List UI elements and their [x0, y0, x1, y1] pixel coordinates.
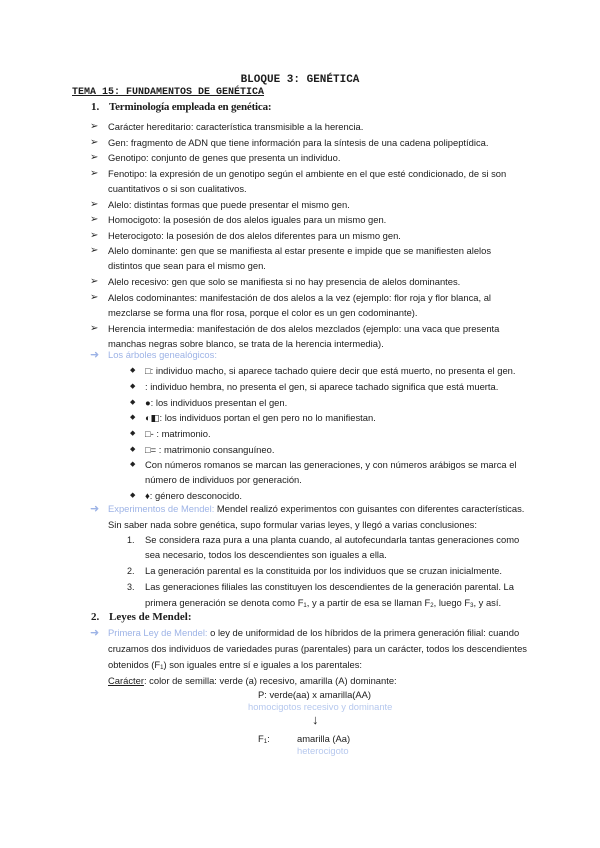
first-law-line3 — [108, 659, 362, 671]
character-line — [108, 675, 397, 687]
point-number: 3. — [127, 582, 135, 592]
term-item-line: Alelo recesivo: gen que solo se manifiesta si no hay presencia de alelos dominantes. — [108, 276, 461, 287]
tree-item-line: : individuo hembra, no presenta el gen, si aparece tachado significa que está muerta. — [145, 381, 499, 392]
arrow-bullet-icon: ➢ — [90, 245, 99, 256]
mendel-point-line: sea necesario, todos los descendientes son iguales a ella. — [145, 549, 387, 560]
diamond-bullet-icon: ◆ — [130, 367, 136, 374]
diamond-bullet-icon: ◆ — [130, 492, 136, 499]
f1-label — [258, 733, 270, 745]
character-text: : color de semilla: verde (a) recesivo, amarilla (A) dominante: — [143, 675, 397, 686]
tree-item-line: ●: los individuos presentan el gen. — [145, 397, 288, 408]
diamond-bullet-icon: ◆ — [130, 446, 136, 453]
parental-cross-note: homocigotos recesivo y dominante — [248, 701, 393, 712]
mendel-experiments-label: Experimentos de Mendel: — [108, 503, 215, 514]
term-item-line: Heterocigoto: la posesión de dos alelos diferentes para un mismo gen. — [108, 230, 401, 241]
page-title: BLOQUE 3: GENÉTICA — [240, 74, 360, 86]
first-law-text: o ley de uniformidad de los híbridos de la primera generación filial: cuando — [207, 627, 520, 638]
diamond-bullet-icon: ◆ — [130, 461, 136, 468]
text-part: : — [267, 733, 270, 744]
arrow-bullet-icon: ➢ — [90, 214, 99, 225]
tree-item-line: Con números romanos se marcan las generaciones, y con números arábigos se marca el — [145, 459, 517, 470]
subscript: 1 — [160, 665, 164, 671]
arrow-bullet-icon: ➢ — [90, 323, 99, 334]
text-part: ) son iguales entre sí e iguales a los parentales: — [163, 659, 363, 670]
tree-item-line: □- : matrimonio. — [145, 428, 211, 439]
character-label: Carácter — [108, 675, 144, 686]
text-part: , y así. — [473, 597, 502, 608]
text-part: , y a partir de esa se llaman F — [306, 597, 431, 608]
text-part: F — [258, 733, 264, 744]
term-item-line: Fenotipo: la expresión de un genotipo según el ambiente en el que esté condicionado, de si son — [108, 168, 507, 179]
text-part: , luego F — [433, 597, 471, 608]
arrow-bullet-icon: ➜ — [90, 503, 100, 515]
mendel-point-3-line2 — [145, 597, 501, 609]
term-item-line: Carácter hereditario: característica transmisible a la herencia. — [108, 121, 364, 132]
mendel-experiments-line2: Sin saber nada sobre genética, supo formular varias leyes, y llegó a varias conclusiones: — [108, 519, 477, 530]
point-number: 2. — [127, 566, 135, 576]
tree-item-line: ♦: género desconocido. — [145, 490, 243, 501]
text-part: obtenidos (F — [108, 659, 161, 670]
term-item-line: distintos que sean para el mismo gen. — [108, 260, 266, 271]
subscript: 1 — [263, 739, 268, 745]
tree-item-line: □: individuo macho, si aparece tachado quiere decir que está muerto, no presenta el gen. — [145, 365, 516, 376]
arrow-bullet-icon: ➢ — [90, 230, 99, 241]
mendel-experiments-text: Mendel realizó experimentos con guisantes con diferentes características. — [214, 503, 525, 514]
term-item-line: Genotipo: conjunto de genes que presenta un individuo. — [108, 152, 341, 163]
tree-item-line: número de individuos por generación. — [145, 474, 302, 485]
term-item-line: manchas negras sobre blanco, se trata de la herencia intermedia). — [108, 338, 384, 349]
diamond-bullet-icon: ◆ — [130, 399, 136, 406]
term-item-line: mezclarse se forma una flor rosa, porque el color es un gen codominante). — [108, 307, 418, 318]
first-law-label: Primera Ley de Mendel: — [108, 627, 208, 638]
arrow-bullet-icon: ➢ — [90, 292, 99, 303]
arrow-bullet-icon: ➜ — [90, 627, 100, 639]
point-number: 1. — [127, 535, 135, 545]
term-item-line: Alelo: distintas formas que puede presentar el mismo gen. — [108, 199, 350, 210]
arrow-bullet-icon: ➢ — [90, 152, 99, 163]
subscript: 3 — [470, 603, 474, 609]
trees-label: Los árboles genealógicos: — [108, 349, 217, 360]
term-item-line: Homocigoto: la posesión de dos alelos iguales para un mismo gen. — [108, 214, 387, 225]
arrow-bullet-icon: ➢ — [90, 199, 99, 210]
section-1-heading: Terminología empleada en genética: — [109, 101, 272, 113]
down-arrow-icon: ↓ — [312, 712, 319, 727]
tree-item-line: ◐◧: los individuos portan el gen pero no lo manifiestan. — [145, 412, 376, 423]
mendel-point-line: Las generaciones filiales las constituyen los descendientes de la generación parental. La — [145, 581, 514, 592]
mendel-point-line: La generación parental es la constituida por los individuos que se cruzan inicialmente. — [145, 565, 502, 576]
parental-cross: P: verde(aa) x amarilla(AA) — [258, 689, 372, 700]
arrow-bullet-icon: ➢ — [90, 121, 99, 132]
diamond-bullet-icon: ◆ — [130, 414, 136, 421]
arrow-bullet-icon: ➢ — [90, 276, 99, 287]
diamond-bullet-icon: ◆ — [130, 383, 136, 390]
diamond-bullet-icon: ◆ — [130, 430, 136, 437]
term-item-line: Herencia intermedia: manifestación de dos alelos mezclados (ejemplo: una vaca que presenta — [108, 323, 500, 334]
first-law-line2: cruzamos dos individuos de variedades puras (parentales) para un carácter, todos los descendientes — [108, 643, 527, 654]
subscript: 1 — [303, 603, 307, 609]
arrow-bullet-icon: ➜ — [90, 349, 100, 361]
section-2-heading: Leyes de Mendel: — [109, 611, 192, 623]
section-2-number: 2. — [91, 611, 100, 623]
arrow-bullet-icon: ➢ — [90, 137, 99, 148]
f1-note: heterocigoto — [297, 745, 349, 756]
term-item-line: Alelos codominantes: manifestación de dos alelos a la vez (ejemplo: flor roja y flor blanca, al — [108, 292, 492, 303]
text-part: primera generación se denota como F — [145, 597, 304, 608]
tree-item-line: □= : matrimonio consanguíneo. — [145, 444, 275, 455]
subscript: 2 — [430, 603, 434, 609]
section-1-number: 1. — [91, 101, 100, 113]
topic-title: TEMA 15: FUNDAMENTOS DE GENÉTICA — [72, 87, 265, 98]
mendel-point-line: Se considera raza pura a una planta cuando, al autofecundarla tantas generaciones como — [145, 534, 520, 545]
first-law-line1 — [108, 627, 519, 639]
term-item-line: Alelo dominante: gen que se manifiesta al estar presente e impide que se manifiesten alelos — [108, 245, 492, 256]
f1-result: amarilla (Aa) — [297, 733, 351, 744]
term-item-line: Gen: fragmento de ADN que tiene información para la síntesis de una cadena polipeptídica. — [108, 137, 489, 148]
arrow-bullet-icon: ➢ — [90, 168, 99, 179]
mendel-experiments-line1 — [108, 503, 524, 515]
term-item-line: cuantitativos o si son cualitativos. — [108, 183, 247, 194]
